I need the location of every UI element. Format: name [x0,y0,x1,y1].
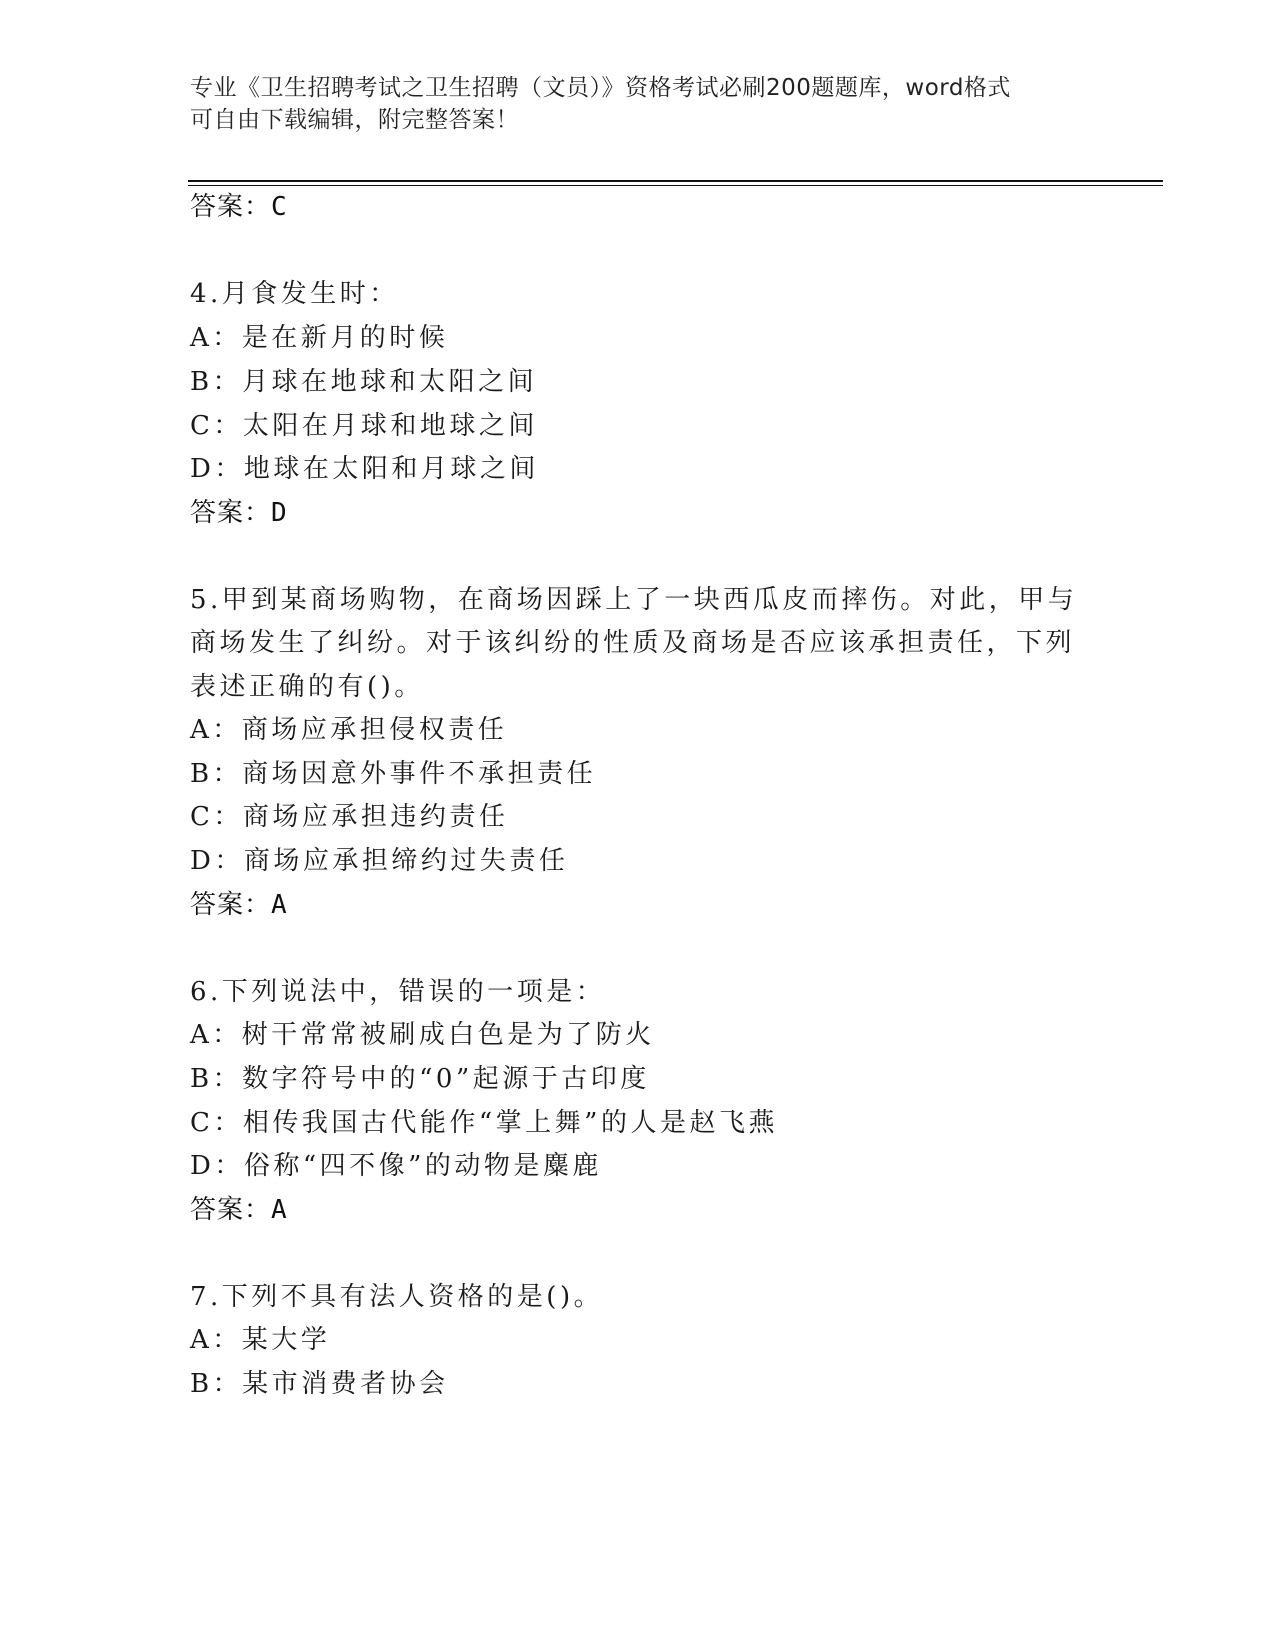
question-6-option-d: D：俗称“四不像”的动物是麋鹿 [190,1151,602,1181]
question-6-option-b: B：数字符号中的“0”起源于古印度 [190,1064,650,1094]
answer-q5 [190,884,288,921]
question-4-option-a: A：是在新月的时候 [190,323,449,353]
question-4-option-d: D：地球在太阳和月球之间 [190,454,539,484]
question-6-option-a: A：树干常常被刷成白色是为了防火 [190,1020,655,1050]
question-7-stem: 7.下列不具有法人资格的是()。 [190,1282,604,1312]
question-5-option-b: B：商场因意外事件不承担责任 [190,759,597,789]
question-4-option-b: B：月球在地球和太阳之间 [190,367,538,397]
header-rule-thick [188,180,1163,182]
header-line-2: 可自由下载编辑，附完整答案！ [190,107,519,133]
question-6-option-c: C：相传我国古代能作“掌上舞”的人是赵飞燕 [190,1108,778,1138]
answer-value: C [271,192,288,222]
answer-q3 [190,186,288,223]
question-5-option-d: D：商场应承担缔约过失责任 [190,846,569,876]
question-5-option-a: A：商场应承担侵权责任 [190,715,508,745]
question-4-stem: 4.月食发生时： [190,279,399,309]
answer-label: 答案： [190,192,272,222]
question-5-stem-line-1: 5.甲到某商场购物，在商场因踩上了一块西瓜皮而摔伤。对此，甲与 [190,585,1078,615]
answer-label: 答案： [190,890,272,920]
answer-value: D [271,498,288,528]
document-header [190,72,1090,136]
question-7-option-b: B：某市消费者协会 [190,1369,449,1399]
answer-q4 [190,492,288,529]
answer-q6 [190,1189,288,1226]
question-4-option-c: C：太阳在月球和地球之间 [190,411,538,441]
question-5-option-c: C：商场应承担违约责任 [190,802,509,832]
question-7-option-a: A：某大学 [190,1325,331,1355]
answer-label: 答案： [190,1195,272,1225]
header-rule-thin [188,185,1163,186]
answer-value: A [271,1195,288,1225]
header-line-1: 专业《卫生招聘考试之卫生招聘（文员）》资格考试必刷200题题库，word格式 [190,75,1011,101]
question-5-stem-line-2: 商场发生了纠纷。对于该纠纷的性质及商场是否应该承担责任，下列 [190,628,1076,658]
question-6-stem: 6.下列说法中，错误的一项是： [190,977,606,1007]
question-5-stem-line-3: 表述正确的有()。 [190,672,424,702]
answer-label: 答案： [190,498,272,528]
answer-value: A [271,890,288,920]
